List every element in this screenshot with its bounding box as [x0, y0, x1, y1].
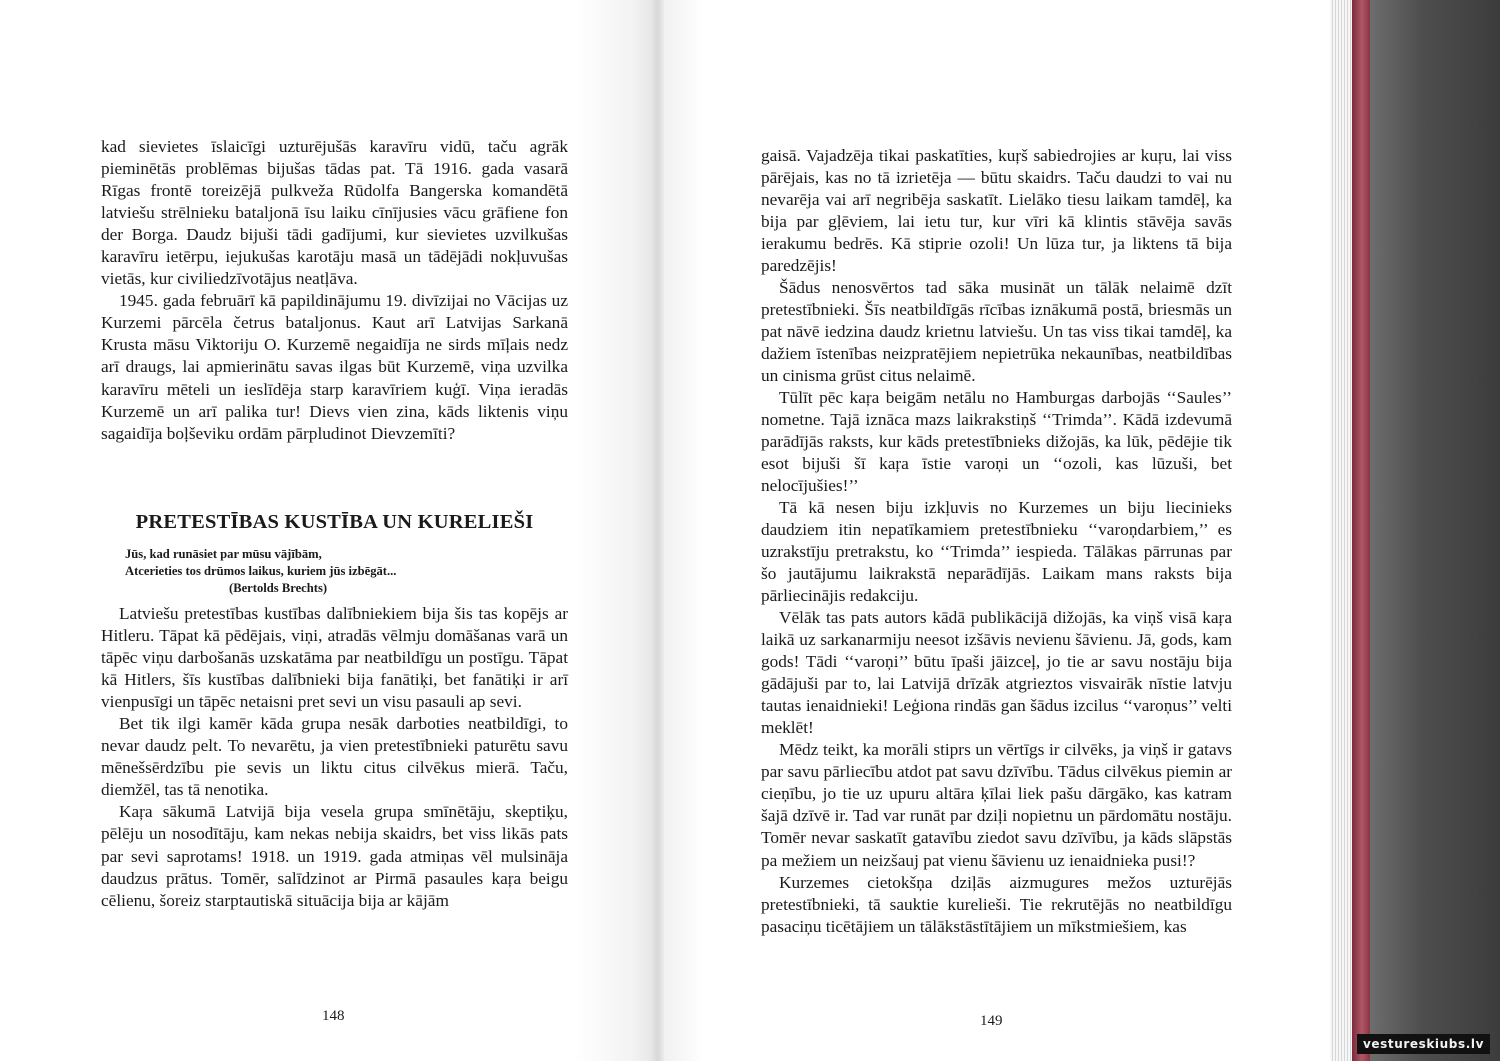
- site-watermark: vestureskiubs.lv: [1357, 1034, 1490, 1054]
- scan-backdrop: [1370, 0, 1500, 1061]
- book-gutter: [652, 0, 664, 1061]
- paragraph: Kurzemes cietokšņa dziļās aizmugures mežos uzturējās pretestībnieki, tā sauktie kurelieši. Tie rekrutējās no neatbildīgu pasaciņu ticētājiem un tālākstāstītājiem un mīkstmiešiem, kas: [761, 872, 1232, 936]
- epigraph-line: Atcerieties tos drūmos laikus, kuriem jūs izbēgāt...: [125, 564, 397, 578]
- paragraph: gaisā. Vajadzēja tikai paskatīties, kuŗš sabiedrojies ar kuŗu, lai viss pārējais, kas no tā izrietēja — būtu skaidrs. Taču daudzi to vai nu nevarēja vai arī negribēja saskatīt. Lielāko tiesu laikam tamdēļ, ka bija par gļēviem, lai ietu tur, kur vīri kā klintis stāvēja savās ierakumu bedrēs. Kā stiprie ozoli! Un lūza tur, ja liktens tā bija paredzējis!: [761, 146, 1232, 276]
- book-cover-edge: [1352, 0, 1370, 1061]
- paragraph: Šādus nenosvērtos tad sāka musināt un tālāk nelaimē dzīt pretestībnieki. Šīs neatbildīgās rīcības iznākumā postā, briesmās un pat nāvē iedzina daudz krietnu latviešu. Un tas viss tikai tamdēļ, ka dažiem īstenības neizpratējiem nepietrūka nekaunības, neatbildības un cinisma grūst citus nelaimē.: [761, 278, 1232, 386]
- epigraph: [125, 546, 425, 597]
- paragraph: 1945. gada februārī kā papildinājumu 19. divīzijai no Vācijas uz Kurzemi pārcēla četrus bataljonus. Kaut arī Latvijas Sarkanā Krusta māsu Viktoriju O. Kurzemē negaidīja ne sirds mīļais nedz arī draugs, lai apmierinātu savas ilgas būt Kurzemē, viņa uzvilka karavīru mēteli un ieslīdēja starp karavīriem kuģī. Viņa ieradās Kurzemē un arī palika tur! Dievs vien zina, kāds liktenis viņu sagaidīja boļševiku ordām pārpludinot Dievzemīti?: [101, 291, 568, 443]
- page-number-left: 148: [322, 1008, 345, 1024]
- left-intro-text: [101, 136, 568, 445]
- right-body-text: [761, 145, 1232, 938]
- paragraph: Tūlīt pēc kaŗa beigām netālu no Hamburgas darbojās ‘‘Saules’’ nometne. Tajā iznāca mazs laikrakstiņš ‘‘Trimda’’. Kādā izdevumā parādījās raksts, kur kāds pretestībnieks dižojās, ka lūk, pēdējie tik esot bijuši šī kaŗa īstie varoņi un ‘‘ozoli, kas lūzuši, bet nelocījušies!’’: [761, 388, 1232, 496]
- paragraph: Mēdz teikt, ka morāli stiprs un vērtīgs ir cilvēks, ja viņš ir gatavs par savu pārliecību atdot pat savu dzīvību. Tādus cilvēkus piemin ar cieņību, jo tie uz upuru altāra ķīlai liek pašu dārgāko, kas katram šajā dzīvē ir. Tad var runāt par dziļi nopietnu un pārdomātu nostāju. Tomēr nevar saskatīt gatavību ziedot savu dzīvību, ja kāds slāpstās pa mežiem un neizšauj pat vienu šāvienu uz ienaidnieka pusi!?: [761, 740, 1232, 870]
- paragraph: Latviešu pretestības kustības dalībniekiem bija šis tas kopējs ar Hitleru. Tāpat kā pēdējais, viņi, atradās vēlmju domāšanas varā un tāpēc viņu darbošanās uzskatāma par neatbildīgu un postīgu. Tāpat kā Hitlers, šīs kustības dalībnieki bija fanātiķi, bet fanātiķi ir arī vienpusīgi un tāpēc netaisni pret sevi un visu pasauli ap sevi.: [101, 604, 568, 712]
- paragraph: Bet tik ilgi kamēr kāda grupa nesāk darboties neatbildīgi, to nevar daudz pelt. To nevarētu, ja vien pretestībnieki paturētu savu mēnešsērdzību pie sevis un liktu citus cilvēkus mierā. Taču, diemžēl, tas tā nenotika.: [101, 714, 568, 800]
- left-body-text: [101, 603, 568, 912]
- section-heading: PRETESTĪBAS KUSTĪBA UN KURELIEŠI: [135, 511, 534, 533]
- paragraph: Vēlāk tas pats autors kādā publikācijā dižojās, ka viņš visā kaŗa laikā uz sarkanarmiju neesot izšāvis nevienu šāvienu. Jā, gods, kam gods! Tādi ‘‘varoņi’’ būtu īpaši jāizceļ, jo tie ar savu nostāju bija gādājuši par to, lai Latvijā drīzāk atgrieztos visvairāk nīstie latvju tautas ienaidnieki! Leģiona rindās gan šādus izcilus ‘‘varoņus’’ velti meklēt!: [761, 608, 1232, 738]
- paragraph: Kaŗa sākumā Latvijā bija vesela grupa smīnētāju, skeptiķu, pēlēju un nosodītāju, kam nekas nebija skaidrs, bet viss likās pats par sevi saprotams! 1918. un 1919. gada atmiņas vēl mulsināja daudzus prātus. Tomēr, salīdzinot ar Pirmā pasaules kaŗa beigu cēlienu, šoreiz starptautiskā situācija bija ar kājām: [101, 802, 568, 910]
- epigraph-credit: (Bertolds Brechts): [229, 581, 328, 595]
- epigraph-line: Jūs, kad runāsiet par mūsu vājībām,: [125, 547, 322, 561]
- paragraph: kad sievietes īslaicīgi uzturējušās karavīru vidū, taču agrāk pieminētās problēmas bijušas tādas pat. Tā 1916. gada vasarā Rīgas frontē toreizējā pulkveža Rūdolfa Bangerska komandētā latviešu strēlnieku bataljonā īsu laiku cīnījusies vācu grāfiene fon der Borga. Daudz bijuši tādi gadījumi, kur sievietes uzvilkušas karavīru ietērpu, iejukušas karotāju masā un tādējādi nokļuvušas vietās, kur civiliedzīvotājus neatļāva.: [101, 137, 568, 289]
- paragraph: Tā kā nesen biju izkļuvis no Kurzemes un biju liecinieks daudziem itin nepatīkamiem pretestībnieku ‘‘varoņdarbiem,’’ es uzrakstīju pretrakstu, ko ‘‘Trimda’’ iespieda. Tālākas pārrunas par šo jautājumu laikrakstā neparādījās. Laikam mans raksts bija pārliecinājis redakciju.: [761, 498, 1232, 606]
- page-number-right: 149: [980, 1013, 1003, 1029]
